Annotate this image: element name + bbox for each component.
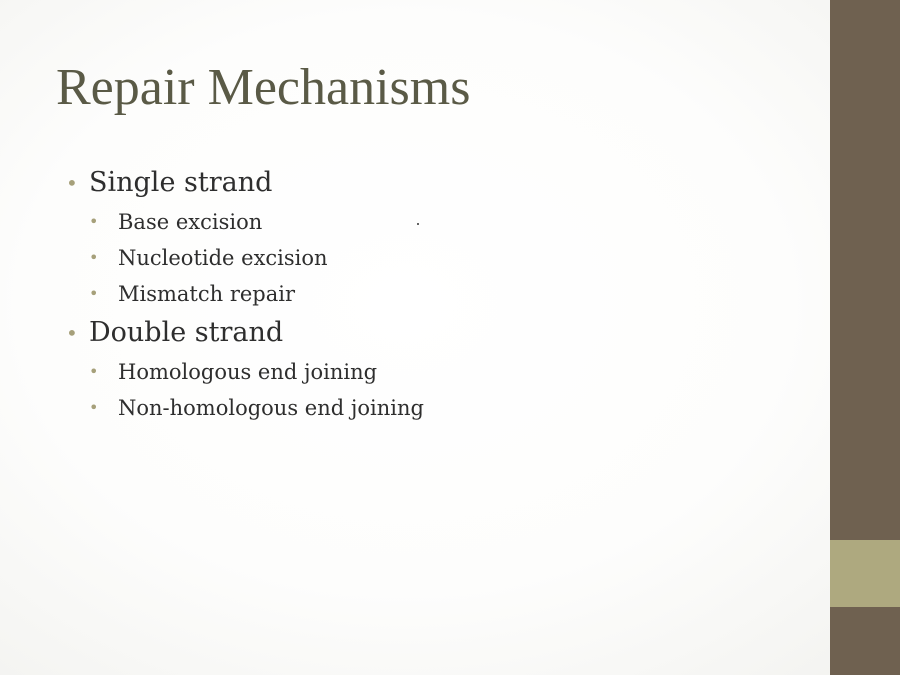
bullet-single-strand bbox=[66, 164, 806, 312]
sub-bullet-non-homologous-end-joining: • Non-homologous end joining bbox=[89, 390, 806, 426]
sidebar-accent-block bbox=[830, 540, 900, 607]
bullet-label: Double strand bbox=[89, 317, 284, 348]
sub-bullet-homologous-end-joining: • Homologous end joining bbox=[89, 354, 806, 390]
bullet-label: Single strand bbox=[89, 167, 273, 198]
slide-title: Repair Mechanisms bbox=[56, 59, 471, 116]
sub-bullet-mismatch-repair: • Mismatch repair bbox=[89, 276, 806, 312]
stray-dot bbox=[417, 223, 419, 225]
sub-bullet-list bbox=[89, 354, 806, 426]
sub-bullet-list bbox=[89, 204, 806, 312]
sub-bullet-nucleotide-excision: • Nucleotide excision bbox=[89, 240, 806, 276]
bullet-double-strand bbox=[66, 314, 806, 426]
sub-bullet-base-excision: • Base excision bbox=[89, 204, 806, 240]
bullet-list bbox=[66, 164, 806, 428]
